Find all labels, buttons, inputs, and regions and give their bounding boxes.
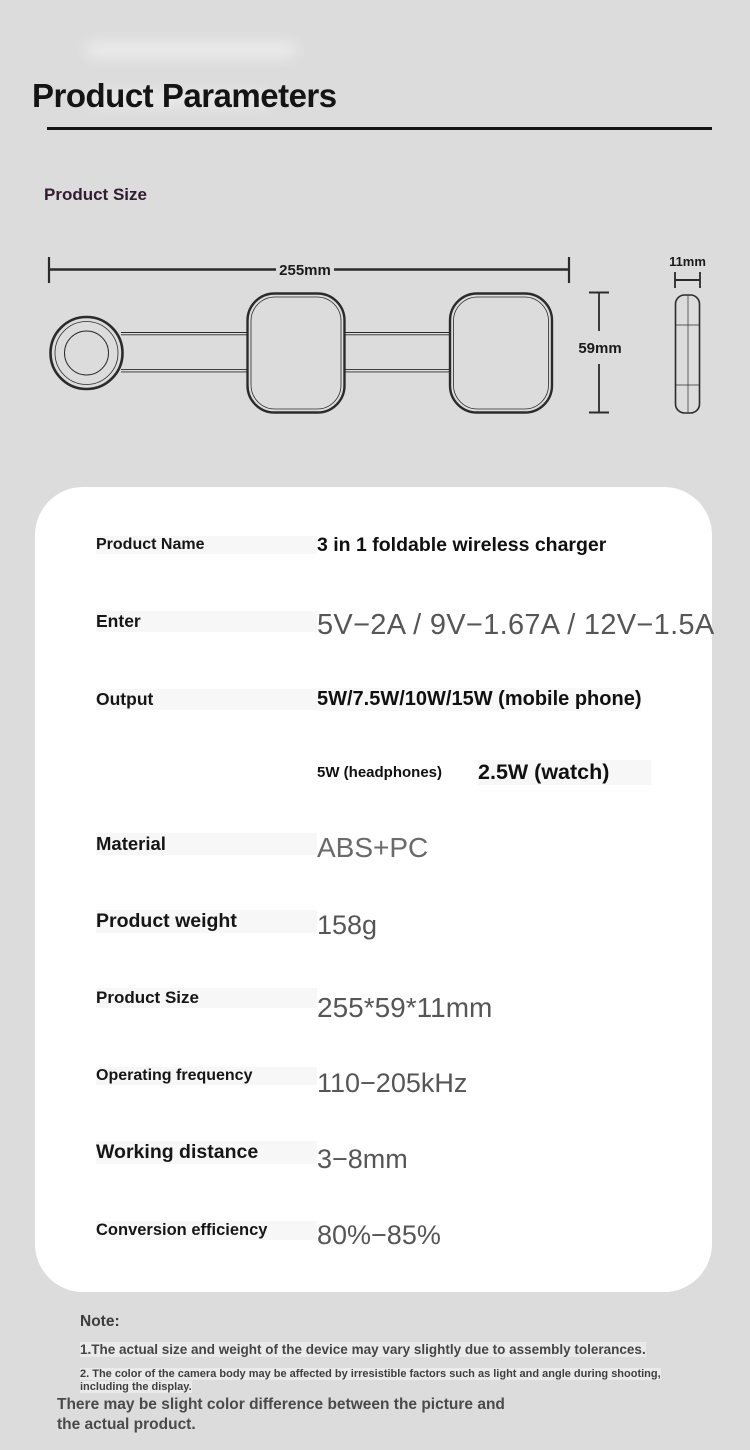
note-heading: Note: <box>80 1313 120 1330</box>
section-heading-product-size: Product Size <box>44 185 147 204</box>
spec-label: Working distance <box>96 1141 317 1164</box>
note-line-2 <box>80 1368 675 1394</box>
spec-label: Enter <box>96 611 317 632</box>
spec-label: Conversion efficiency <box>96 1221 317 1240</box>
spec-row-output-secondary <box>96 744 692 800</box>
phone-pad-outline <box>248 294 345 413</box>
spec-value: 80%−85% <box>317 1219 441 1250</box>
spec-row-input <box>96 593 715 649</box>
spec-label: Output <box>96 689 317 710</box>
spec-card <box>35 487 715 1292</box>
note-line-1 <box>80 1342 646 1357</box>
spec-row-size <box>96 970 692 1026</box>
spec-value: 3 in 1 foldable wireless charger <box>317 533 607 556</box>
hinge-strap-lines <box>121 333 451 372</box>
side-view-outline <box>676 295 700 413</box>
spec-value-watch: 2.5W (watch) <box>478 760 651 785</box>
spec-value: 3−8mm <box>317 1143 408 1174</box>
spec-value: 255*59*11mm <box>317 992 493 1023</box>
watch-pad-outline <box>51 317 123 389</box>
spec-row-product-name <box>96 517 692 573</box>
spec-label: Product weight <box>96 910 317 933</box>
watch-pad-coil <box>65 331 109 375</box>
note-line-3: There may be slight color difference between the picture and the actual product. <box>57 1396 505 1433</box>
spec-row-material <box>96 816 692 872</box>
note-line-1-text: 1.The actual size and weight of the device may vary slightly due to assembly tolerances. <box>80 1342 646 1357</box>
spec-value: 5V−2A / 9V−1.67A / 12V−1.5A <box>317 608 715 641</box>
spec-label: Material <box>96 833 317 855</box>
dim-depth-label: 11mm <box>669 254 706 269</box>
spec-row-output <box>96 671 692 727</box>
spec-label: Product Name <box>96 536 317 554</box>
spec-value-headphones: 5W (headphones) <box>317 763 443 781</box>
page-title: Product Parameters <box>32 77 337 115</box>
spec-value: 110−205kHz <box>317 1067 468 1098</box>
spec-label: Operating frequency <box>96 1067 317 1085</box>
spec-row-distance <box>96 1124 692 1180</box>
note-line-2-text: 2. The color of the camera body may be affected by irresistible factors such as light and angle during shooting, including the display. <box>80 1368 661 1393</box>
spec-value: ABS+PC <box>317 832 429 863</box>
title-ghost-artifact <box>86 42 296 58</box>
header-divider <box>47 127 712 130</box>
dim-width-label: 255mm <box>279 262 331 279</box>
phone-pad-inner <box>251 297 341 409</box>
spec-row-frequency <box>96 1048 692 1104</box>
spec-row-weight <box>96 893 692 949</box>
dim-height-label: 59mm <box>578 340 622 357</box>
earphone-pad-inner <box>454 297 549 409</box>
product-size-diagram <box>0 230 750 440</box>
spec-value: 158g <box>317 909 378 940</box>
spec-row-efficiency <box>96 1202 692 1258</box>
earphone-pad-outline <box>450 294 552 413</box>
spec-value: 5W/7.5W/10W/15W (mobile phone) <box>317 687 642 710</box>
spec-label: Product Size <box>96 988 317 1008</box>
